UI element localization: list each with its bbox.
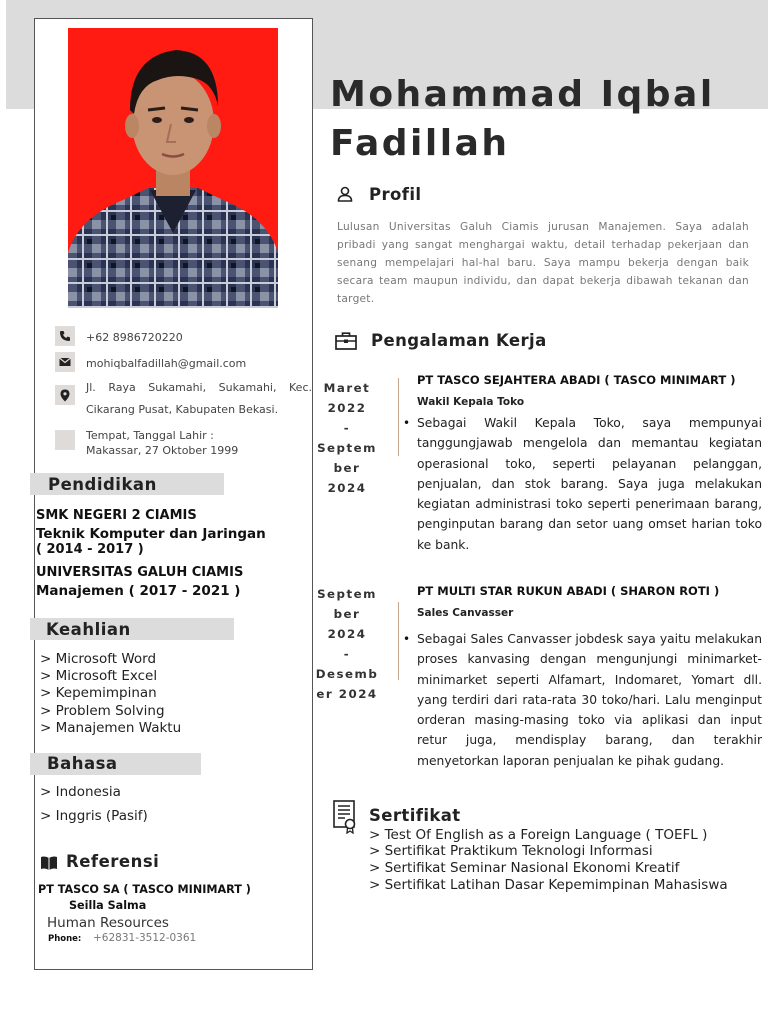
education-major-2: Manajemen ( 2017 - 2021 ) (36, 583, 241, 599)
contact-phone (55, 326, 311, 348)
job-2-role: Sales Canvasser (417, 607, 514, 619)
mail-icon (55, 352, 75, 372)
reference-phone-label: Phone: (48, 934, 82, 944)
certificate-item: > Sertifikat Latihan Dasar Kepemimpinan Mahasiswa (369, 877, 728, 893)
education-years-1: ( 2014 - 2017 ) (36, 542, 144, 557)
skill-item: > Kepemimpinan (40, 685, 157, 701)
name-second-line: Fadillah (330, 123, 510, 164)
skill-item: > Microsoft Word (40, 651, 157, 667)
job-2-description: Sebagai Sales Canvasser jobdesk saya yaitu melakukan proses kanvasing dengan mengunjungi minimarket-minimarket seperti Alfamart, Indomaret, Yomart dll. yang terdiri dari rata-rata 30 toko/hari. Lalu menginput orderan masing-masing toko via aplikasi dan input retur juga, mendisplay barang, dan terakhir menyetorkan laporan penjualan ke pihak gudang. (417, 632, 762, 768)
briefcase-icon (335, 332, 357, 354)
bullet-dot: • (403, 632, 411, 646)
education-major-1: Teknik Komputer dan Jaringan (36, 526, 266, 542)
date-line: - (343, 647, 351, 661)
profile-title: Profil (369, 185, 422, 204)
date-line: ber (333, 461, 361, 475)
education-school-2: UNIVERSITAS GALUH CIAMIS (36, 565, 244, 580)
language-item: > Indonesia (40, 784, 121, 800)
languages-title: Bahasa (47, 754, 118, 773)
email-text: mohiqbalfadillah@gmail.com (86, 357, 247, 370)
job-1-company: PT TASCO SEJAHTERA ABADI ( TASCO MINIMART ) (417, 373, 736, 387)
education-title: Pendidikan (48, 475, 157, 494)
language-item: > Inggris (Pasif) (40, 808, 148, 824)
skill-item: > Microsoft Excel (40, 668, 158, 684)
birth-value: Makassar, 27 Oktober 1999 (86, 444, 239, 457)
contact-email (55, 352, 311, 374)
address-text: Jl. Raya Sukamahi, Sukamahi, Kec. Cikarang Pusat, Kabupaten Bekasi. (86, 381, 312, 416)
date-line: Septem (317, 441, 377, 455)
certificate-item: > Test Of English as a Foreign Language ( TOEFL ) (369, 827, 708, 843)
timeline-line (398, 378, 399, 456)
certificate-item: > Sertifikat Praktikum Teknologi Informasi (369, 843, 653, 859)
bullet-dot: • (403, 416, 411, 430)
job-2-date (313, 584, 381, 704)
date-line: 2024 (327, 627, 367, 641)
date-line: Maret (323, 381, 371, 395)
calendar-icon (55, 430, 75, 450)
skill-item: > Problem Solving (40, 703, 165, 719)
phone-text: +62 8986720220 (86, 331, 183, 344)
profile-photo (68, 28, 278, 308)
skill-item: > Manajemen Waktu (40, 720, 182, 736)
job-1-date (313, 378, 381, 498)
date-line: - (343, 421, 351, 435)
reference-company: PT TASCO SA ( TASCO MINIMART ) (38, 883, 251, 896)
person-portrait-icon (68, 28, 278, 308)
date-line: Septem (317, 587, 377, 601)
date-line: 2024 (327, 481, 367, 495)
profile-text: Lulusan Universitas Galuh Ciamis jurusan Manajemen. Saya adalah pribadi yang sangat menghargai waktu, detail terhadap pekerjaan dan senang mempelajari hal-hal baru. Saya mampu bekerja dengan baik secara team maupun individu, dan dapat bekerja dibawah tekanan dan target. (337, 221, 749, 305)
certificate-icon (333, 800, 357, 838)
skills-title: Keahlian (46, 620, 131, 639)
user-icon (337, 186, 353, 206)
reference-name: Seilla Salma (69, 899, 147, 912)
reference-position: Human Resources (47, 915, 169, 931)
timeline-line (398, 602, 399, 680)
book-icon (40, 855, 58, 875)
contact-address (55, 377, 311, 423)
location-pin-icon (55, 385, 75, 405)
education-school-1: SMK NEGERI 2 CIAMIS (36, 508, 197, 523)
phone-icon (55, 326, 75, 346)
certificates-title: Sertifikat (369, 806, 461, 825)
experience-title: Pengalaman Kerja (371, 331, 547, 350)
certificate-item: > Sertifikat Seminar Nasional Ekonomi Kreatif (369, 860, 680, 876)
date-line: Desemb (315, 667, 379, 681)
job-2-company: PT MULTI STAR RUKUN ABADI ( SHARON ROTI ) (417, 584, 720, 598)
birth-label: Tempat, Tanggal Lahir : (86, 429, 214, 442)
contact-birth (55, 425, 311, 465)
name-first-line: Mohammad Iqbal (330, 74, 715, 115)
date-line: ber (333, 607, 361, 621)
job-1-description: Sebagai Wakil Kepala Toko, saya mempunyai tanggungjawab mengelola dan memantau kegiatan operasional toko, seperti pelayanan pelanggan, penjualan, dan stok barang. Saya juga melakukan kegiatan administrasi toko seperti penerimaan barang, penginputan barang dan setor uang omset harian toko ke bank. (417, 416, 762, 552)
reference-phone: +62831-3512-0361 (93, 932, 197, 944)
reference-title: Referensi (66, 852, 160, 871)
date-line: er 2024 (316, 687, 378, 701)
job-1-role: Wakil Kepala Toko (417, 396, 525, 408)
date-line: 2022 (327, 401, 367, 415)
